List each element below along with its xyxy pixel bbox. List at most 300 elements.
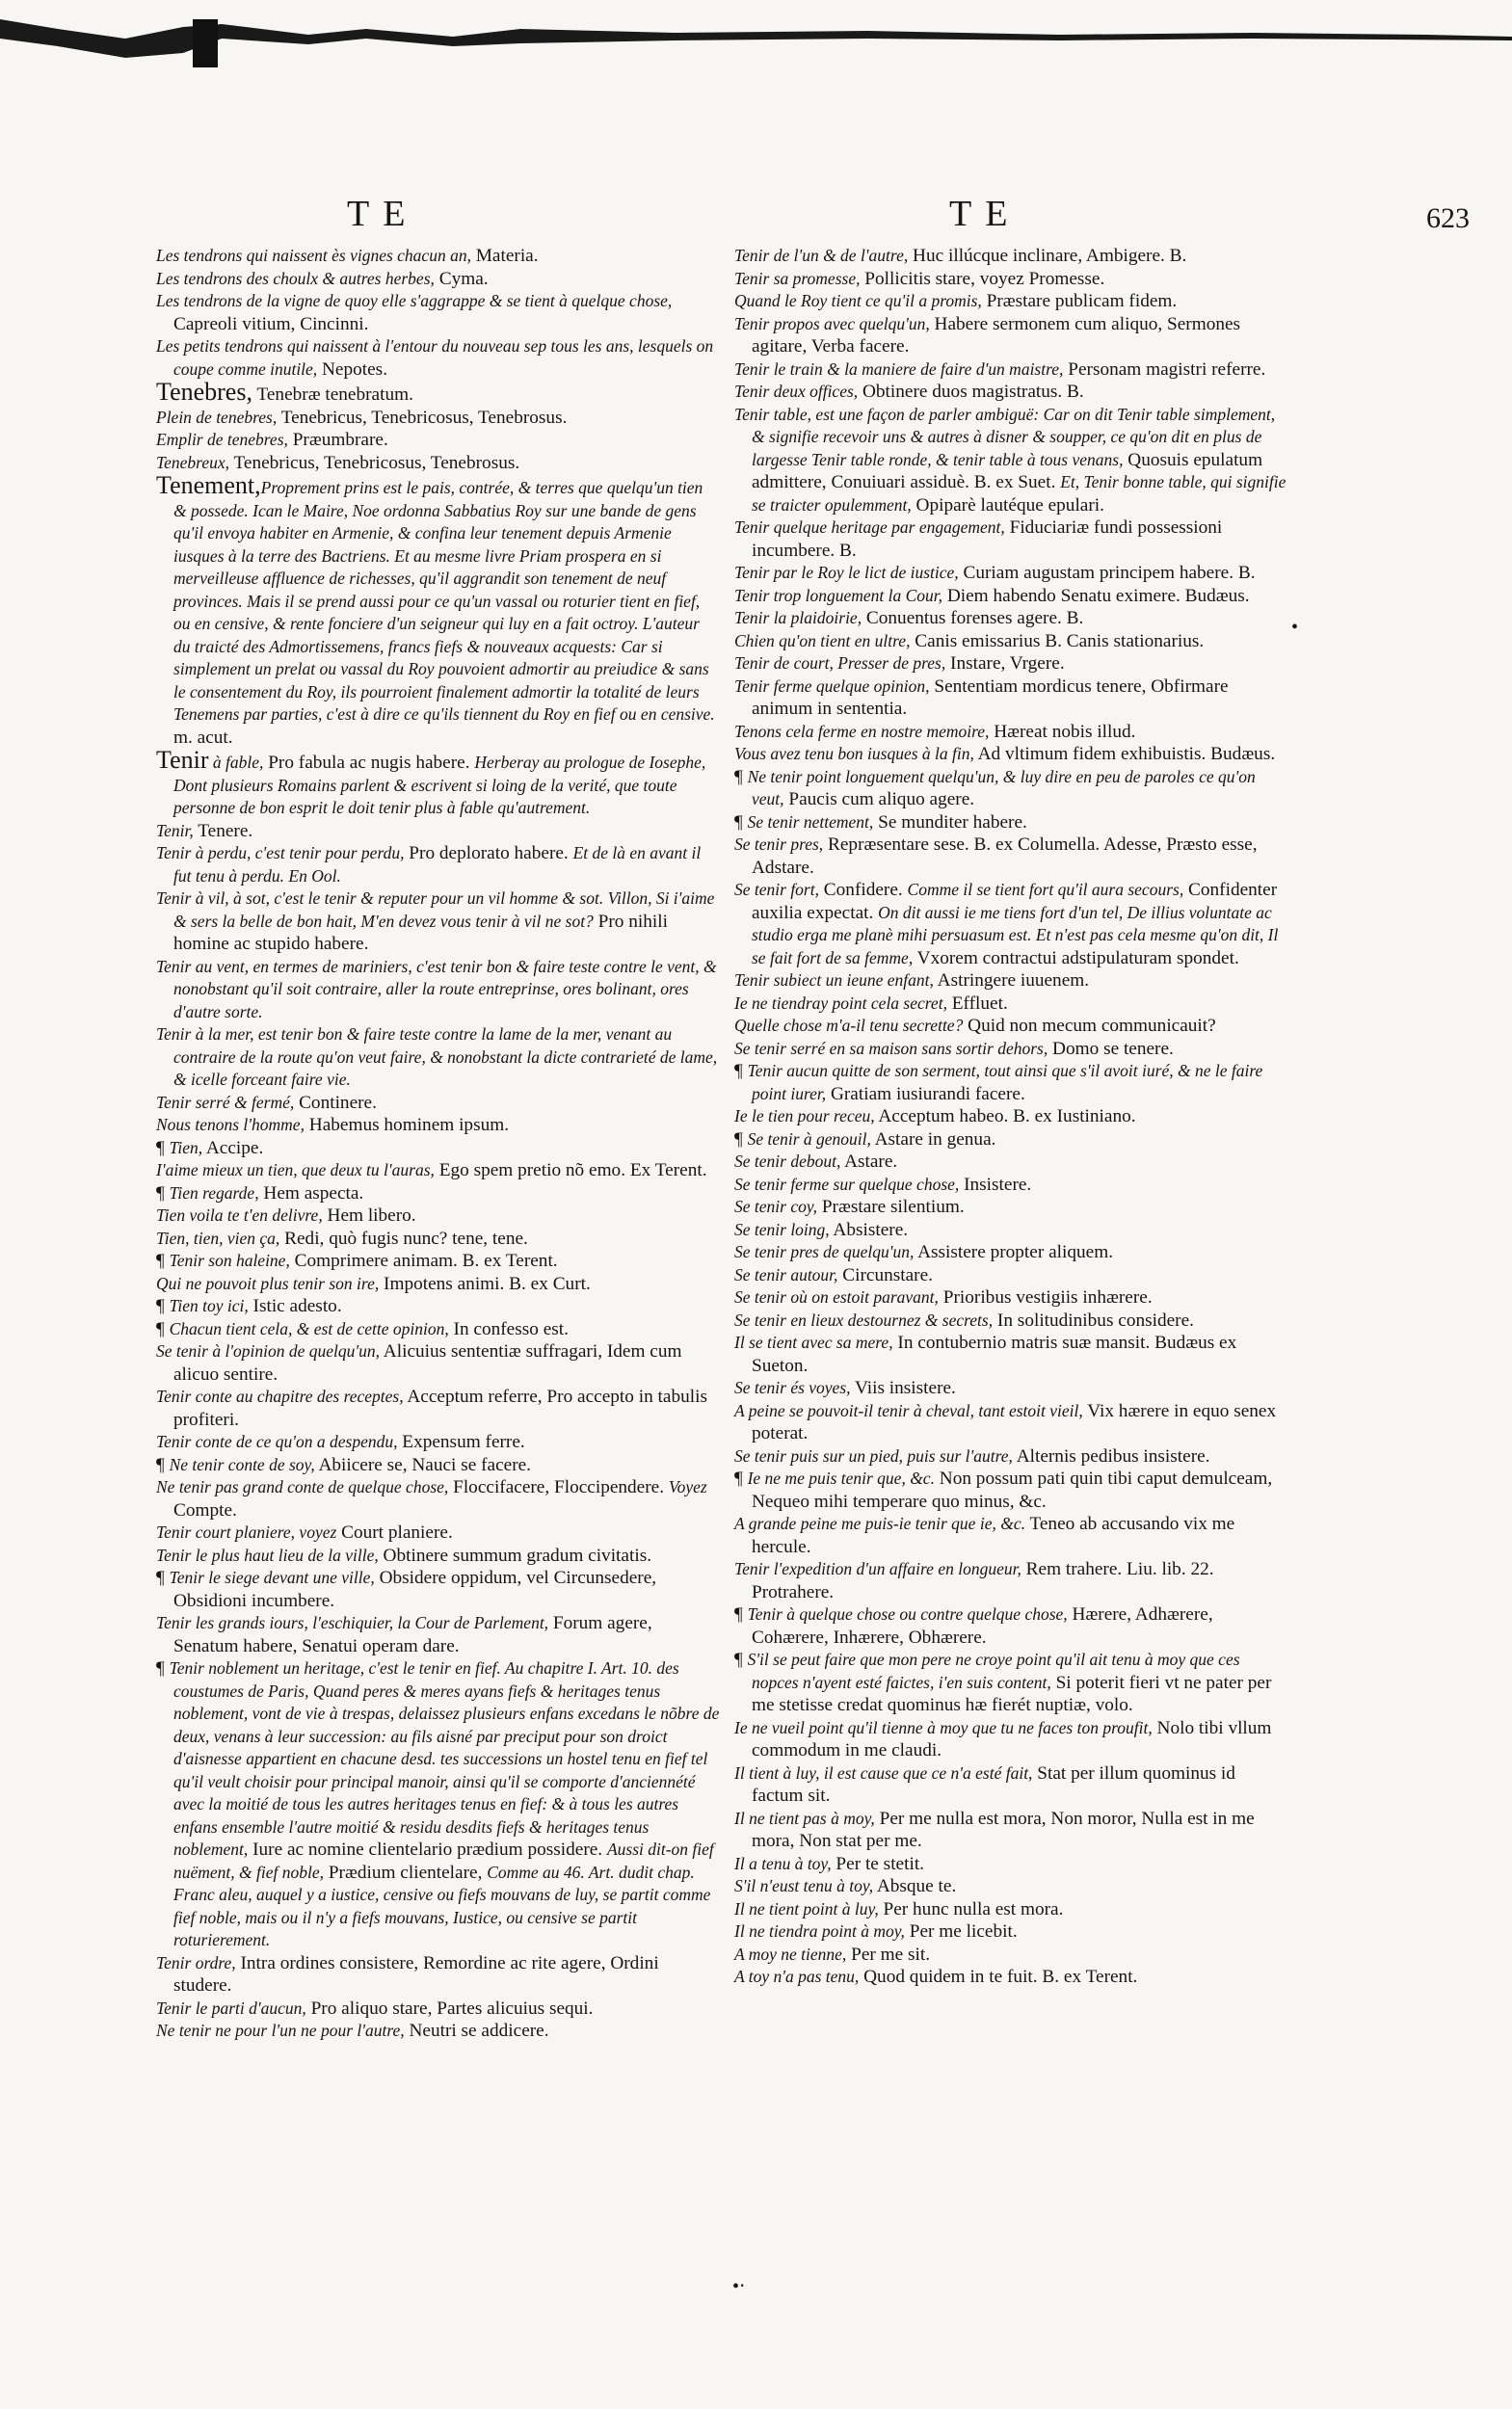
latin-gloss: m. acut. [173, 727, 233, 748]
latin-gloss: Per me sit. [846, 1944, 931, 1965]
french-text: Comme au 46. Art. dudit chap. Franc aleu, auquel y a iustice, censive ou fiefs mouvans de luy, se partit comme fief noble, mais ou il n'y a fiefs mouvans, Iustice, ou censive se partit roturierement. [173, 1862, 711, 1949]
french-text: Se tenir és voyes, [734, 1378, 851, 1397]
dictionary-entry [734, 834, 1290, 879]
latin-gloss: Fiduciariæ fundi possessioni incumbere. B. [752, 517, 1223, 561]
dictionary-entry [734, 1513, 1290, 1558]
french-text: Tenir serré & fermé, [156, 1092, 295, 1112]
latin-gloss: Pro aliquo stare, Partes alicuius sequi. [305, 1998, 594, 2019]
french-text: Plein de tenebres, [156, 407, 278, 427]
dictionary-entry [734, 1944, 1290, 1967]
french-text: Ie ne tiendray point cela secret, [734, 993, 947, 1013]
dictionary-entry [156, 1137, 720, 1160]
latin-gloss: Canis emissarius B. Canis stationarius. [910, 630, 1205, 651]
latin-gloss: Pollicitis stare, voyez Promesse. [860, 268, 1105, 289]
french-text: Tenir à quelque chose ou contre quelque chose, [747, 1604, 1068, 1624]
french-text: Tenir à la mer, est tenir bon & faire teste contre la lame de la mer, venant au contraire de la route qu'on veut faire, & nonobstant la dicte contrarieté de lame, & icelle forceant faire vie. [156, 1024, 718, 1089]
dictionary-entry [156, 2020, 720, 2043]
latin-gloss: Pro nihili homine ac stupido habere. [173, 911, 668, 954]
french-text: Tien toy ici, [169, 1296, 249, 1315]
latin-gloss: Præstare silentium. [817, 1197, 965, 1217]
dictionary-entry [156, 1522, 720, 1545]
latin-gloss: Huc illúcque inclinare, Ambigere. B. [908, 246, 1187, 266]
dictionary-entry [734, 993, 1290, 1016]
french-text: Tien, [169, 1137, 203, 1157]
latin-gloss: Gratiam iusiurandi facere. [826, 1083, 1025, 1104]
latin-gloss: Præumbrare. [287, 430, 388, 450]
dictionary-entry [156, 820, 720, 843]
dictionary-entry [156, 335, 720, 381]
french-text: Se tenir debout, [734, 1152, 841, 1171]
french-text: Ie ne me puis tenir que, &c. [747, 1469, 935, 1488]
latin-gloss: Expensum ferre. [397, 1432, 525, 1452]
latin-gloss: Tenebricus, Tenebricosus, Tenebrosus. [228, 452, 520, 473]
french-text: Voyez [668, 1477, 707, 1496]
dictionary-entry [156, 245, 720, 268]
dictionary-entry [734, 585, 1290, 608]
french-text: Se tenir puis sur un pied, puis sur l'autre, [734, 1445, 1013, 1466]
dictionary-entry [734, 1762, 1290, 1808]
dictionary-entry [734, 766, 1290, 811]
latin-gloss: Forum agere, Senatum habere, Senatui operam dare. [173, 1613, 652, 1656]
french-text: Qui ne pouvoit plus tenir son ire, [156, 1273, 380, 1293]
french-text: Se tenir à l'opinion de quelqu'un, [156, 1341, 381, 1361]
french-text: A peine se pouvoit-il tenir à cheval, tant estoit vieil, [734, 1400, 1083, 1420]
dictionary-entry [734, 1468, 1290, 1513]
dictionary-entry [156, 407, 720, 430]
latin-gloss: Astare in genua. [870, 1128, 996, 1150]
french-text: Se tenir en lieux destournez & secrets, [734, 1310, 994, 1330]
latin-gloss: Compte. [173, 1499, 237, 1521]
french-text: A moy ne tienne, [734, 1944, 847, 1964]
french-text: Tenir le train & la maniere de faire d'un maistre, [734, 358, 1064, 379]
french-text: Tenons cela ferme en nostre memoire, [734, 721, 990, 741]
french-text: Tenir de l'un & de l'autre, [734, 246, 909, 265]
french-text: Tenir, [156, 820, 194, 840]
dictionary-entry [734, 1310, 1290, 1333]
latin-gloss: Nolo tibi vllum commodum in me claudi. [752, 1717, 1272, 1760]
dictionary-entry [734, 1377, 1290, 1400]
dictionary-entry [734, 268, 1290, 291]
french-text: Les tendrons qui naissent ès vignes chacun an, [156, 246, 471, 265]
latin-gloss: Pro fabula ac nugis habere. [263, 753, 475, 773]
french-text: Tenir trop longuement la Cour, [734, 585, 943, 605]
french-text: Ie le tien pour receu, [734, 1106, 875, 1125]
dictionary-entry [156, 842, 720, 887]
latin-gloss: Redi, quò fugis nunc? tene, tene. [279, 1228, 528, 1249]
latin-gloss: Absque te. [873, 1876, 957, 1896]
latin-gloss: Absistere. [829, 1219, 909, 1240]
latin-gloss: Per te stetit. [831, 1853, 924, 1874]
french-text: Se tenir fort, [734, 880, 819, 899]
french-text: Il ne tient pas à moy, [734, 1808, 875, 1828]
dictionary-entry [734, 1875, 1290, 1898]
french-text: Il ne tiendra point à moy, [734, 1921, 905, 1941]
french-text: Chacun tient cela, & est de cette opinion, [169, 1318, 449, 1338]
stray-ink-mark: •‧ [732, 2276, 746, 2297]
latin-gloss: Quid non mecum communicauit? [963, 1016, 1216, 1036]
dictionary-entry [734, 313, 1290, 358]
french-text: Tien regarde, [169, 1182, 259, 1203]
latin-gloss: Astringere iuuenem. [933, 970, 1090, 991]
dictionary-entry [156, 1273, 720, 1296]
dictionary-entry [156, 1295, 720, 1318]
headword: Tenebres, [156, 378, 252, 406]
dictionary-entry [734, 721, 1290, 744]
latin-gloss: Confidenter auxilia expectat. [752, 880, 1278, 923]
dictionary-entry [734, 1603, 1290, 1649]
french-text: Se tenir à genouil, [747, 1128, 871, 1149]
french-text: Nous tenons l'homme, [156, 1115, 305, 1134]
dictionary-entry [734, 404, 1290, 517]
pilcrow-mark: ¶ [156, 1137, 170, 1158]
latin-gloss: Viis insistere. [850, 1378, 956, 1398]
left-running-head: TE [347, 194, 419, 234]
latin-gloss: Habemus hominem ipsum. [304, 1115, 510, 1135]
french-text: Tenir par le Roy le lict de iustice, [734, 563, 959, 582]
latin-gloss: In confesso est. [448, 1318, 569, 1339]
french-text: S'il n'eust tenu à toy, [734, 1876, 874, 1895]
pilcrow-mark: ¶ [734, 811, 748, 833]
dictionary-entry [156, 1567, 720, 1612]
french-text: S'il se peut faire que mon pere ne croye point qu'il ait tenu à moy que ces nopces n'ayent esté faictes, i'en suis content, [747, 1650, 1240, 1692]
dictionary-entry [156, 1318, 720, 1341]
latin-gloss: Per me licebit. [904, 1921, 1018, 1942]
dictionary-entry [156, 1023, 720, 1092]
french-text: Tenir subiect un ieune enfant, [734, 970, 934, 990]
pilcrow-mark: ¶ [156, 1658, 170, 1679]
latin-gloss: Obtinere summum gradum civitatis. [378, 1545, 652, 1566]
latin-gloss: Diem habendo Senatu eximere. Budæus. [942, 585, 1250, 606]
page-number: 623 [1426, 202, 1470, 234]
latin-gloss: Alicuius sententiæ suffragari, Idem cum alicuo sentire. [173, 1341, 682, 1385]
dictionary-entry [734, 811, 1290, 834]
pilcrow-mark: ¶ [156, 1251, 170, 1271]
french-text: Tenir propos avec quelqu'un, [734, 313, 930, 333]
latin-gloss: Intra ordines consistere, Remordine ac rite agere, Ordini studere. [173, 1952, 659, 1996]
french-text: Tenir conte au chapitre des receptes, [156, 1387, 404, 1406]
pilcrow-mark: ¶ [734, 1604, 748, 1625]
dictionary-entry [734, 879, 1290, 969]
french-text: Tenir le siege devant une ville, [169, 1568, 375, 1587]
latin-gloss: Abiicere se, Nauci se facere. [314, 1454, 532, 1475]
dictionary-entry [156, 1431, 720, 1454]
french-text: Se tenir nettement, [747, 811, 874, 832]
french-text: Tenir ferme quelque opinion, [734, 675, 930, 696]
latin-gloss: Neutri se addicere. [404, 2021, 549, 2041]
dictionary-entry [734, 1264, 1290, 1287]
dictionary-entry [734, 1920, 1290, 1944]
french-text: Tenir ordre, [156, 1952, 236, 1972]
pilcrow-mark: ¶ [156, 1568, 170, 1588]
french-text: Tenir le plus haut lieu de la ville, [156, 1545, 379, 1565]
pilcrow-mark: ¶ [156, 1296, 170, 1316]
dictionary-entry [734, 1105, 1290, 1128]
pilcrow-mark: ¶ [156, 1454, 170, 1475]
french-text: On dit aussi ie me tiens fort d'un tel, De illius voluntate ac studio erga me planè mihi persuasum est. Et n'est pas cela mesme qu'on dit, Il se fait fort de sa femme, [752, 902, 1279, 967]
pilcrow-mark: ¶ [734, 766, 748, 787]
dictionary-entry [156, 1340, 720, 1386]
french-text: Tenir conte de ce qu'on a despendu, [156, 1432, 398, 1451]
latin-gloss: Tenebræ tenebratum. [252, 384, 413, 405]
latin-gloss: Quosuis epulatum admittere, Conuiuari assiduè. B. ex Suet. [752, 449, 1263, 492]
french-text: Tenir la plaidoirie, [734, 608, 862, 627]
dictionary-entry [734, 1445, 1290, 1469]
pilcrow-mark: ¶ [156, 1182, 170, 1204]
french-text: Aussi dit-on fief nuëment, & fief noble, [173, 1840, 714, 1882]
french-text: Quelle chose m'a-il tenu secrette? [734, 1016, 964, 1035]
french-text: Tenebreux, [156, 452, 229, 472]
dictionary-entry [734, 743, 1290, 766]
latin-gloss: In contubernio matris suæ mansit. Budæus ex Sueton. [752, 1333, 1237, 1376]
latin-gloss: Prædium clientelare, [324, 1862, 488, 1883]
french-text: Proprement prins est le pais, contrée, & terres que quelqu'un tien & possede. Ican le Maire, Noe ordonna Sabbatius Roy sur une bande de gens qu'il envoya habiter en Armenie, & confina leur tenement depuis Armenie iusques à la terre des Bactriens. Et au mesme livre Priam prospera en si merveilleuse affluence de richesses, qu'il aggrandit son tenement de neuf provinces. Mais il se prend aussi pour ce qu'un vassal ou roturier tient en fief, ou en censive, & rente fonciere d'un seigneur qui luy en a fait octroy. L'auteur du traicté des Admortissemens, francs fiefs & nouveaux acquests: Car si simplement un prelat ou vassal du Roy pouvoient admortir au preiudice & sans le consentement du Roy, ils pourroient finalement admortir la totalité de leurs Tenemens par parties, c'est à dire ce qu'ils tiennent du Roy en fief ou en censive. [173, 478, 715, 724]
french-text: Chien qu'on tient en ultre, [734, 630, 911, 650]
french-text: Tenir sa promesse, [734, 268, 861, 288]
dictionary-entry [734, 381, 1290, 404]
dictionary-entry [734, 1808, 1290, 1853]
latin-gloss: Hem libero. [322, 1205, 416, 1226]
latin-gloss: Quod quidem in te fuit. B. ex Terent. [859, 1967, 1138, 1987]
dictionary-entry [734, 1558, 1290, 1603]
latin-gloss: Obsidere oppidum, vel Circunsedere, Obsidioni incumbere. [173, 1568, 657, 1611]
latin-gloss: Effluet. [946, 993, 1008, 1014]
dictionary-entry [156, 1250, 720, 1273]
dictionary-entry [734, 1060, 1290, 1105]
latin-gloss: Acceptum habeo. B. ex Iustiniano. [874, 1106, 1136, 1126]
latin-gloss: Se munditer habere. [873, 811, 1027, 833]
dictionary-entry [156, 956, 720, 1024]
french-text: Il a tenu à toy, [734, 1853, 832, 1873]
pilcrow-mark: ¶ [734, 1128, 748, 1150]
latin-gloss: Instare, Vrgere. [945, 653, 1065, 674]
french-text: Les tendrons de la vigne de quoy elle s'aggrappe & se tient à quelque chose, [156, 291, 673, 310]
french-text: Tenir deux offices, [734, 382, 859, 401]
latin-gloss: Tenebricus, Tenebricosus, Tenebrosus. [277, 407, 568, 428]
latin-gloss: Istic adesto. [248, 1296, 342, 1316]
latin-gloss: Sententiam mordicus tenere, Obfirmare animum in sententia. [752, 675, 1229, 719]
latin-gloss: Hem aspecta. [258, 1182, 364, 1204]
latin-gloss: Materia. [470, 246, 539, 266]
dictionary-entry [156, 290, 720, 335]
dictionary-entry [156, 1386, 720, 1431]
dictionary-entry [734, 1038, 1290, 1061]
headword: Tenir [156, 746, 209, 774]
french-text: Les petits tendrons qui naissent à l'entour du nouveau sep tous les ans, lesquels on coupe comme inutile, [156, 336, 714, 379]
latin-gloss: Alternis pedibus insistere. [1012, 1445, 1210, 1467]
headword: Tenement, [156, 471, 261, 499]
french-text: Ne tenir point longuement quelqu'un, & luy dire en peu de paroles ce qu'on veut, [747, 766, 1256, 808]
dictionary-entry [156, 1182, 720, 1205]
latin-gloss: Floccifacere, Floccipendere. [448, 1477, 669, 1497]
french-text: Tenir à vil, à sot, c'est le tenir & reputer pour un vil homme & sot. Villon, Si i'aime & sers la belle de bon hait, M'en devez vous tenir à vil ne sot? [156, 888, 715, 931]
french-text: Ie ne vueil point qu'il tienne à moy que tu ne faces ton proufit, [734, 1717, 1153, 1737]
french-text: Se tenir pres de quelqu'un, [734, 1242, 915, 1261]
latin-gloss: Hæreat nobis illud. [989, 721, 1136, 742]
french-text: Ne tenir ne pour l'un ne pour l'autre, [156, 2021, 405, 2040]
dictionary-entry [156, 1952, 720, 1998]
dictionary-entry [734, 675, 1290, 721]
latin-gloss: Tenere. [193, 820, 253, 841]
latin-gloss: Stat per illum quominus id factum sit. [752, 1762, 1235, 1806]
stray-ink-mark: • [1291, 617, 1299, 638]
latin-gloss: In solitudinibus considere. [993, 1310, 1194, 1331]
french-text: Tien voila te t'en delivre, [156, 1205, 323, 1225]
dictionary-entry [156, 1228, 720, 1251]
dictionary-entry [734, 1015, 1290, 1038]
latin-gloss: Non possum pati quin tibi caput demulceam, Nequeo mihi temperare quo minus, &c. [752, 1469, 1273, 1512]
dictionary-entry [734, 630, 1290, 653]
french-text: I'aime mieux un tien, que deux tu l'auras, [156, 1160, 435, 1179]
latin-gloss: Iure ac nomine clientelario prædium possidere. [248, 1840, 607, 1860]
latin-gloss: Ego spem pretio nõ emo. Ex Terent. [434, 1160, 707, 1180]
dictionary-entry [156, 1454, 720, 1477]
french-text: Tenir l'expedition d'un affaire en longueur, [734, 1559, 1021, 1578]
latin-gloss: Repræsentare sese. B. ex Columella. Adesse, Præsto esse, Adstare. [752, 834, 1258, 878]
latin-gloss: Vxorem contractui adstipulaturam spondet. [913, 947, 1239, 968]
french-text: Il ne tient point à luy, [734, 1898, 879, 1919]
pilcrow-mark: ¶ [734, 1469, 748, 1489]
latin-gloss: Teneo ab accusando vix me hercule. [752, 1514, 1235, 1557]
latin-gloss: Hærere, Adhærere, Cohærere, Inhærere, Obhærere. [752, 1604, 1213, 1648]
latin-gloss: Insistere. [959, 1174, 1032, 1195]
latin-gloss: Impotens animi. B. ex Curt. [379, 1273, 591, 1294]
latin-gloss: Pro deplorato habere. [404, 843, 573, 863]
dictionary-entry [734, 969, 1290, 993]
dictionary-entry [734, 1151, 1290, 1174]
dictionary-entry [156, 1998, 720, 2021]
dictionary-entry [734, 516, 1290, 562]
french-text: Se tenir où on estoit paravant, [734, 1287, 939, 1307]
dictionary-entry [734, 1332, 1290, 1377]
dictionary-entry [156, 268, 720, 291]
dictionary-entry [734, 1174, 1290, 1197]
latin-gloss: Prioribus vestigiis inhærere. [938, 1287, 1153, 1308]
dictionary-entry [156, 1545, 720, 1568]
pilcrow-mark: ¶ [156, 1318, 170, 1339]
french-text: Vous avez tenu bon iusques à la fin, [734, 744, 974, 763]
french-text: Tenir au vent, en termes de mariniers, c'est tenir bon & faire teste contre le vent, & nonobstant qu'il soit contraire, aller la route entreprinse, ores bolinant, ores d'autre sorte. [156, 956, 717, 1021]
latin-gloss: Capreoli vitium, Cincinni. [173, 313, 369, 334]
french-text: Tenir le parti d'aucun, [156, 1998, 306, 2018]
dictionary-entry [156, 1092, 720, 1115]
latin-gloss: Habere sermonem cum aliquo, Sermones agitare, Verba facere. [752, 313, 1241, 357]
dictionary-entry [734, 1853, 1290, 1876]
latin-gloss: Comprimere animam. B. ex Terent. [289, 1251, 558, 1271]
french-text: Se tenir pres, [734, 834, 824, 854]
french-text: Se tenir coy, [734, 1197, 818, 1216]
latin-gloss: Per hunc nulla est mora. [878, 1898, 1064, 1919]
dictionary-entry [156, 1612, 720, 1657]
dictionary-entry [734, 1241, 1290, 1264]
dictionary-entry [156, 1657, 720, 1952]
french-text: Quand le Roy tient ce qu'il a promis, [734, 291, 982, 310]
latin-gloss: Continere. [294, 1092, 377, 1113]
french-text: Emplir de tenebres, [156, 430, 288, 449]
latin-gloss: Nepotes. [317, 358, 388, 380]
right-running-head: TE [949, 194, 1021, 234]
latin-gloss: Vix hærere in equo senex poterat. [752, 1400, 1277, 1443]
french-text: Et, Tenir bonne table, qui signifie se traicter opulemment, [752, 472, 1287, 515]
dictionary-entry [156, 887, 720, 956]
french-text: Se tenir autour, [734, 1264, 838, 1284]
latin-gloss: Rem trahere. Liu. lib. 22. Protrahere. [752, 1559, 1214, 1602]
latin-gloss: Domo se tenere. [1048, 1038, 1174, 1059]
dictionary-entry [156, 429, 720, 452]
french-text: Tenir à perdu, c'est tenir pour perdu, [156, 843, 405, 862]
dictionary-entry [734, 1286, 1290, 1310]
french-text: Il se tient avec sa mere, [734, 1333, 893, 1352]
left-column [156, 245, 720, 2043]
french-text: Et de là en avant il fut tenu à perdu. En Ool. [173, 843, 702, 886]
dictionary-entry [734, 1898, 1290, 1921]
dictionary-entry [734, 245, 1290, 268]
french-text: Tenir son haleine, [169, 1251, 290, 1270]
latin-gloss: Confidere. [818, 880, 908, 900]
latin-gloss: Opiparè lautéque epulari. [911, 494, 1104, 516]
dictionary-entry [156, 1476, 720, 1522]
latin-gloss: Cyma. [434, 268, 489, 289]
latin-gloss: Conuentus forenses agere. B. [862, 608, 1084, 628]
latin-gloss: Assistere propter aliquem. [914, 1242, 1114, 1262]
dictionary-entry [734, 358, 1290, 382]
latin-gloss: Accipe. [202, 1137, 264, 1158]
french-text: Ne tenir pas grand conte de quelque chose, [156, 1477, 449, 1496]
latin-gloss: Præstare publicam fidem. [981, 291, 1178, 311]
dictionary-entry [734, 562, 1290, 585]
french-text: Tenir les grands iours, l'eschiquier, la Cour de Parlement, [156, 1613, 549, 1632]
dictionary-entry [734, 607, 1290, 630]
latin-gloss: Ad vltimum fidem exhibuistis. Budæus. [973, 744, 1276, 764]
dictionary-entry [734, 1966, 1290, 1989]
french-text: Les tendrons des choulx & autres herbes, [156, 268, 435, 288]
dictionary-entry [734, 1400, 1290, 1445]
latin-gloss: Astare. [840, 1152, 898, 1172]
french-text: Se tenir loing, [734, 1219, 830, 1239]
latin-gloss: Circunstare. [837, 1264, 933, 1285]
dictionary-entry [734, 290, 1290, 313]
french-text: Tien, tien, vien ça, [156, 1228, 280, 1248]
dictionary-entry [734, 1649, 1290, 1717]
french-text: A grande peine me puis-ie tenir que ie, &c. [734, 1514, 1025, 1533]
dictionary-entry [734, 1196, 1290, 1219]
top-edge-scan-shadow [0, 0, 1512, 77]
dictionary-entry [734, 652, 1290, 675]
french-text: Comme il se tient fort qu'il aura secours, [907, 880, 1184, 899]
french-text: Tenir court planiere, voyez [156, 1522, 337, 1542]
french-text: Tenir quelque heritage par engagement, [734, 517, 1005, 537]
dictionary-entry [734, 1219, 1290, 1242]
french-text: Tenir de court, Presser de pres, [734, 653, 946, 673]
dictionary-entry [734, 1128, 1290, 1152]
pilcrow-mark: ¶ [734, 1061, 748, 1081]
french-text: Il tient à luy, il est cause que ce n'a esté fait, [734, 1762, 1033, 1783]
french-text: Se tenir serré en sa maison sans sortir dehors, [734, 1038, 1048, 1058]
latin-gloss: Paucis cum aliquo agere. [783, 789, 975, 809]
latin-gloss: Si poterit fieri vt ne pater per me stetisse credat quominus hæ fierét nuptiæ, volo. [752, 1672, 1272, 1715]
french-text: Ne tenir conte de soy, [169, 1454, 315, 1474]
latin-gloss: Personam magistri referre. [1063, 358, 1266, 380]
dictionary-entry [156, 378, 720, 407]
latin-gloss: Obtinere duos magistratus. B. [858, 382, 1084, 402]
dictionary-entry [156, 1114, 720, 1137]
latin-gloss: Acceptum referre, Pro accepto in tabulis profiteri. [173, 1387, 707, 1430]
dictionary-entry [156, 1204, 720, 1228]
latin-gloss: Curiam augustam principem habere. B. [958, 563, 1256, 583]
latin-gloss: Court planiere. [336, 1522, 453, 1543]
french-text: Se tenir ferme sur quelque chose, [734, 1174, 960, 1194]
french-text: Tenir table, est une façon de parler ambiguë: Car on dit Tenir table simplement, & signifie recevoir uns & autres à disner & soupper, ce qu'on dit en plus de largesse Tenir table ronde, & tenir table à tous venans, [734, 404, 1276, 469]
dictionary-entry [156, 746, 720, 820]
